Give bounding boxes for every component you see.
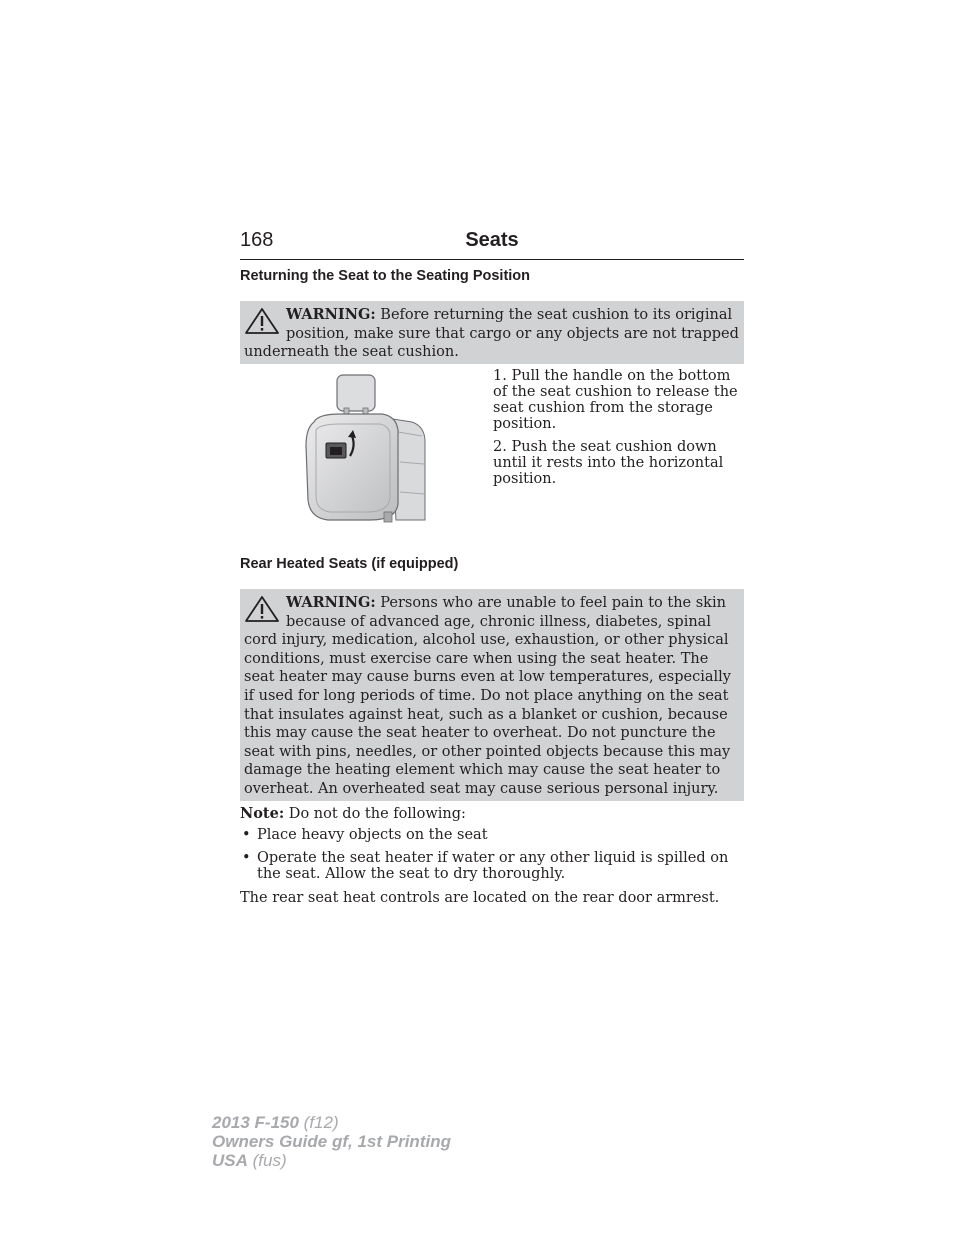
step-2: 2. Push the seat cushion down until it rests into the horizontal position. (493, 439, 724, 487)
bullet-dot-icon: • (242, 827, 251, 843)
warning-text (244, 594, 740, 799)
bullet-list (240, 827, 744, 889)
section-heading-returning-seat: Returning the Seat to the Seating Position (240, 268, 531, 284)
page-header (240, 229, 744, 260)
footer-edition: Owners Guide gf, 1st Printing (212, 1132, 451, 1151)
list-item (240, 850, 744, 882)
bullet-dot-icon: • (242, 850, 251, 866)
warning-text (244, 306, 740, 362)
footer-model-code: (f12) (298, 1113, 339, 1132)
list-item-text: Operate the seat heater if water or any other liquid is spilled on the seat. Allow the seat to dry thoroughly. (257, 850, 729, 882)
warning-box-returning-seat (240, 301, 744, 364)
footer-market-code: (fus) (247, 1151, 287, 1170)
list-item-text: Place heavy objects on the seat (257, 827, 488, 843)
print-footer (212, 1113, 451, 1170)
warning-label: WARNING: (286, 306, 376, 323)
warning-box-heated-seats (240, 589, 744, 801)
section-heading-rear-heated-seats: Rear Heated Seats (if equipped) (240, 556, 459, 572)
closing-paragraph: The rear seat heat controls are located on the rear door armrest. (240, 890, 720, 906)
warning-body: Before returning the seat cushion to its original position, make sure that cargo or any objects are not trapped underneath the seat cushion. (244, 307, 739, 361)
note-label: Note: (240, 805, 285, 822)
seat-cushion-illustration (300, 372, 430, 524)
list-item (240, 827, 744, 843)
note-text: Do not do the following: (284, 806, 466, 822)
warning-triangle-icon (244, 595, 280, 623)
footer-market: USA (212, 1151, 248, 1170)
steps-list (493, 368, 744, 494)
page-title: Seats (465, 229, 519, 251)
note-paragraph (240, 806, 744, 822)
step-1: 1. Pull the handle on the bottom of the seat cushion to release the seat cushion from the storage position. (493, 368, 738, 432)
warning-body: Persons who are unable to feel pain to the skin because of advanced age, chronic illness, diabetes, spinal cord injury, medication, alcohol use, exhaustion, or other physical conditions, must exercise care when using the seat heater. The seat heater may cause burns even at low temperatures, especially if used for long periods of time. Do not place anything on the seat that insulates against heat, such as a blanket or cushion, because this may cause the seat heater to overheat. Do not puncture the seat with pins, needles, or other pointed objects because this may damage the heating element which may cause the seat heater to overheat. An overheated seat may cause serious personal injury. (244, 595, 731, 797)
warning-label: WARNING: (286, 594, 376, 611)
warning-triangle-icon (244, 307, 280, 335)
page-number: 168 (240, 229, 274, 251)
footer-model: 2013 F-150 (212, 1113, 299, 1132)
